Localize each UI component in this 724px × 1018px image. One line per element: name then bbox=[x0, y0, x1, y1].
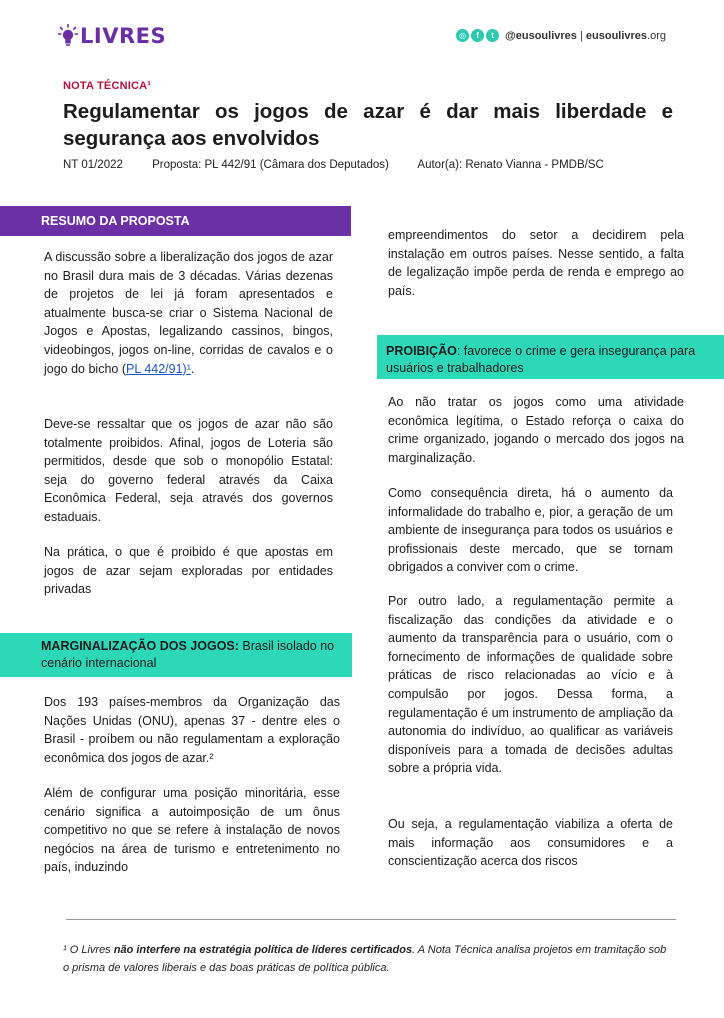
paragraph-caixa-crime: Ao não tratar os jogos como uma atividade econômica legítima, o Estado reforça o caixa do crime organizado, jogando o mercado dos jogos na marginalização. bbox=[388, 395, 684, 465]
footnote-rest: . A Nota Técnica analisa projetos em tramitação sob o prisma de valores liberais e das boas práticas de política pública. bbox=[63, 944, 667, 974]
paragraph-empreendimentos: empreendimentos do setor a decidirem pela instalação em outros países. Nesse sentido, a falta de legalização impõe perda de renda e emprego ao país. bbox=[388, 228, 684, 298]
paragraph-pratica: Na prática, o que é proibido é que apostas em jogos de azar sejam exploradas por entidades privadas bbox=[44, 545, 333, 597]
social-site-tld: .org bbox=[647, 29, 666, 42]
logo-text: LIVRES bbox=[80, 24, 167, 48]
footnote-bold: não interfere na estratégia política de líderes certificados bbox=[113, 944, 413, 956]
section-heading-resumo: RESUMO DA PROPOSTA bbox=[0, 206, 351, 236]
section-heading-bold: PROIBIÇÃO bbox=[386, 344, 457, 358]
facebook-icon[interactable]: f bbox=[471, 29, 484, 42]
doc-author: Autor(a): Renato Vianna - PMDB/SC bbox=[417, 159, 604, 171]
doc-proposal: Proposta: PL 442/91 (Câmara dos Deputados) bbox=[152, 159, 389, 171]
section-heading-rest: Brasil isolado no cenário internacional bbox=[41, 639, 335, 670]
footnote bbox=[63, 941, 673, 977]
twitter-icon[interactable]: t bbox=[486, 29, 499, 42]
section-heading-rest: : favorece o crime e gera insegurança para usuários e trabalhadores bbox=[386, 344, 696, 375]
paragraph-loteria: Deve-se ressaltar que os jogos de azar não são totalmente proibidos. Afinal, jogos de Loteria são permitidos, desde que sob o monopólio Estatal: seja do governo federal através da Caixa Econômica Federal, seja através dos governos estaduais. bbox=[44, 417, 333, 524]
section-heading-bold: MARGINALIZAÇÃO DOS JOGOS: bbox=[41, 639, 239, 653]
paragraph-informacao: Ou seja, a regulamentação viabiliza a oferta de mais informação aos consumidores e a conscientização acerca dos riscos bbox=[388, 817, 673, 869]
paragraph-onu: Dos 193 países-membros da Organização das Nações Unidas (ONU), apenas 37 - dentre eles o Brasil - proíbem ou não regulamentam a exploração econômica dos jogos de azar.² bbox=[44, 695, 340, 765]
social-handles bbox=[505, 30, 666, 42]
paragraph-resumo bbox=[44, 248, 333, 378]
livres-logo bbox=[58, 24, 166, 48]
footer-divider bbox=[66, 919, 676, 920]
footnote-intro: O Livres bbox=[66, 944, 114, 956]
social-separator: | bbox=[576, 29, 586, 42]
social-links bbox=[456, 29, 666, 42]
doc-kicker: NOTA TÉCNICA¹ bbox=[63, 80, 152, 92]
pl-442-link[interactable]: PL 442/91)¹ bbox=[126, 361, 191, 376]
paragraph-regulamentacao: Por outro lado, a regulamentação permite a fiscalização das condições da atividade e o aumento da transparência para o usuário, com o fornecimento de informações de qualidade sobre práticas de risco relacionadas ao vício e à compulsão por jogos. Dessa forma, a regulamentação é um instrumento de ampliação da autonomia do indivíduo, ao qualificar as variáveis disponíveis para a tomada de decisões adultas sobre a própria vida. bbox=[388, 594, 673, 776]
instagram-icon[interactable]: ◎ bbox=[456, 29, 469, 42]
section-heading-marginalizacao bbox=[0, 633, 352, 677]
paragraph-text: A discussão sobre a liberalização dos jogos de azar no Brasil dura mais de 3 décadas. Várias dezenas de projetos de lei já foram apresentados e atualmente busca-se criar o Sistema Nacional de Jogos e Apostas, legalizando cassinos, bingos, videobingos, jogos on-line, corridas de cavalos e o jogo do bicho ( bbox=[44, 250, 333, 376]
doc-meta bbox=[63, 159, 630, 171]
paragraph-informalidade: Como consequência direta, há o aumento da informalidade do trabalho e, pior, a geração de um ambiente de insegurança para todos os usuários e profissionais deste mercado, que se tornam obrigados a conviver com o crime. bbox=[388, 486, 673, 575]
footnote-mark: ¹ bbox=[63, 944, 67, 956]
lightbulb-icon bbox=[58, 24, 78, 48]
doc-number: NT 01/2022 bbox=[63, 159, 123, 171]
social-handle[interactable]: @eusoulivres bbox=[505, 29, 577, 42]
section-heading-proibicao bbox=[377, 335, 724, 379]
page-title: Regulamentar os jogos de azar é dar mais liberdade e segurança aos envolvidos bbox=[63, 100, 673, 150]
paragraph-onus: Além de configurar uma posição minoritária, esse cenário significa a autoimposição de um ônus competitivo no que se refere à instalação de novos negócios na área de turismo e entretenimento no país, induzindo bbox=[44, 786, 340, 875]
social-site[interactable]: eusoulivres bbox=[585, 29, 648, 42]
paragraph-end: . bbox=[190, 361, 195, 376]
